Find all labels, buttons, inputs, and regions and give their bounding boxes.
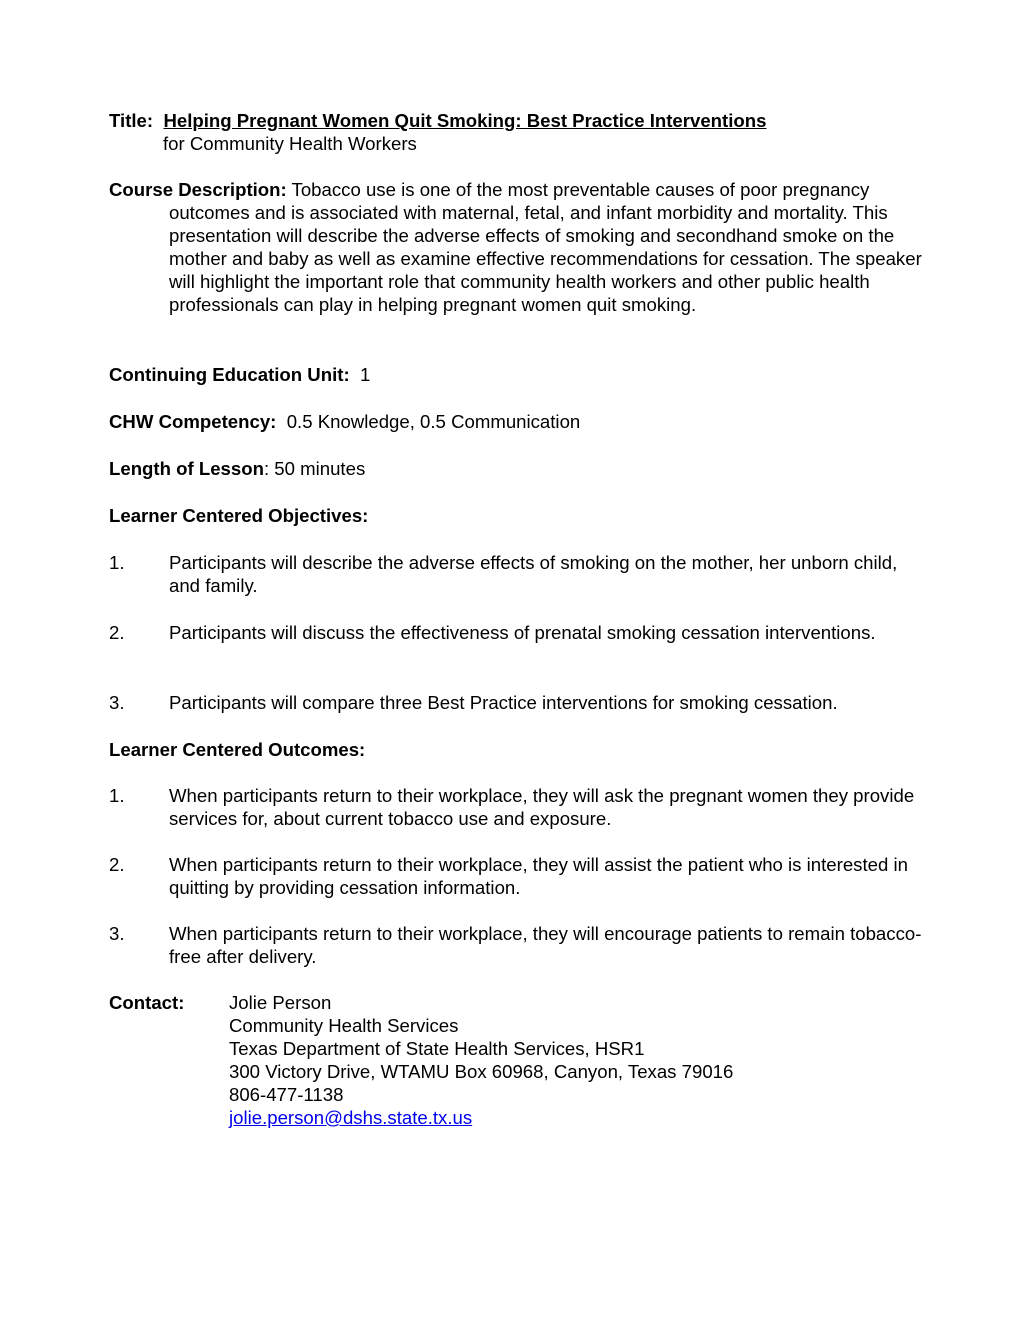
outcome-item	[109, 853, 929, 899]
course-description	[109, 178, 929, 316]
title-line	[109, 109, 766, 132]
objective-text: Participants will compare three Best Practice interventions for smoking cessation.	[169, 692, 838, 713]
course-description-label: Course Description:	[109, 179, 287, 200]
objective-text: Participants will discuss the effectiveness of prenatal smoking cessation interventions.	[169, 622, 876, 643]
contact-block	[229, 991, 733, 1129]
length-line	[109, 457, 365, 480]
contact-address: 300 Victory Drive, WTAMU Box 60968, Canyon, Texas 79016	[229, 1061, 734, 1082]
objective-text: Participants will describe the adverse effects of smoking on the mother, her unborn child, and family.	[169, 552, 898, 596]
title-label: Title:	[109, 110, 154, 131]
outcome-number: 2.	[109, 854, 125, 875]
title-subtitle: for Community Health Workers	[163, 133, 417, 154]
objectives-heading: Learner Centered Objectives:	[109, 505, 369, 526]
contact-email-link[interactable]: jolie.person@dshs.state.tx.us	[229, 1107, 473, 1128]
outcomes-heading: Learner Centered Outcomes:	[109, 739, 366, 760]
title-main: Helping Pregnant Women Quit Smoking: Best Practice Interventions	[163, 110, 767, 131]
outcome-item	[109, 922, 929, 968]
ceu-label: Continuing Education Unit:	[109, 364, 350, 385]
contact-organization: Texas Department of State Health Services, HSR1	[229, 1038, 645, 1059]
contact-label: Contact:	[109, 992, 185, 1013]
objective-item	[109, 551, 929, 597]
competency-label: CHW Competency:	[109, 411, 277, 432]
contact-phone: 806-477-1138	[229, 1084, 344, 1105]
course-description-text: Tobacco use is one of the most preventable causes of poor pregnancy outcomes and is associated with maternal, fetal, and infant morbidity and mortality. This presentation will describe the adverse effects of smoking and secondhand smoke on the mother and baby as well as examine effective recommendations for cessation. The speaker will highlight the important role that community health workers and other public health professionals can play in helping pregnant women quit smoking.	[169, 179, 922, 315]
outcome-number: 3.	[109, 923, 125, 944]
objective-item	[109, 621, 929, 644]
outcome-text: When participants return to their workplace, they will assist the patient who is interested in quitting by providing cessation information.	[169, 854, 908, 898]
competency-line	[109, 410, 580, 433]
outcome-text: When participants return to their workplace, they will encourage patients to remain tobacco-free after delivery.	[169, 923, 922, 967]
outcome-text: When participants return to their workplace, they will ask the pregnant women they provide services for, about current tobacco use and exposure.	[169, 785, 915, 829]
objective-number: 2.	[109, 622, 125, 643]
outcome-item	[109, 784, 929, 830]
competency-value: 0.5 Knowledge, 0.5 Communication	[286, 411, 581, 432]
contact-department: Community Health Services	[229, 1015, 459, 1036]
objective-number: 1.	[109, 552, 125, 573]
length-label: Length of Lesson	[109, 458, 264, 479]
outcome-number: 1.	[109, 785, 125, 806]
objective-number: 3.	[109, 692, 125, 713]
ceu-line	[109, 363, 370, 386]
contact-name: Jolie Person	[229, 992, 332, 1013]
ceu-value: 1	[359, 364, 371, 385]
objective-item	[109, 691, 929, 714]
length-value: : 50 minutes	[263, 458, 366, 479]
